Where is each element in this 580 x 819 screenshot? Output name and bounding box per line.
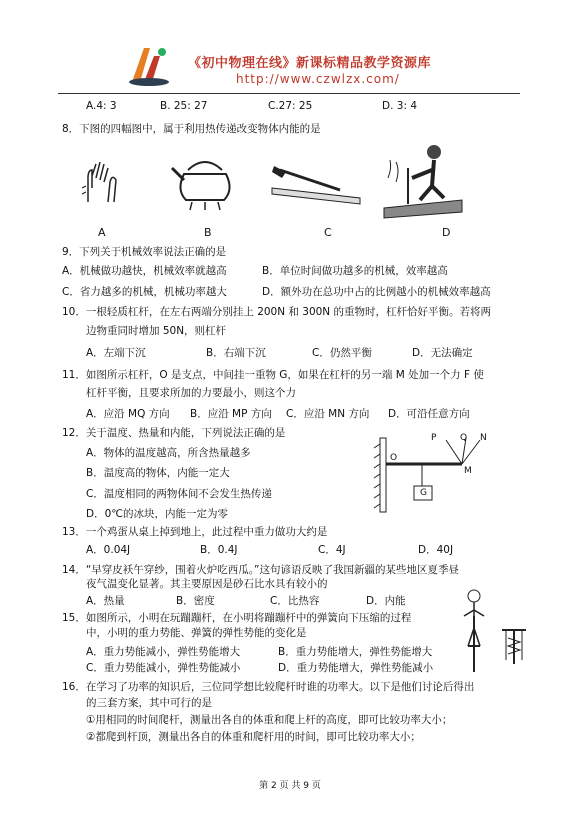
q7-option-c: C.27: 25 — [268, 100, 313, 112]
page-header — [0, 0, 580, 96]
q14-stem-2: 夜气温变化显著。其主要原因是砂石比水具有较小的 — [86, 578, 328, 590]
rubbing-hands-icon — [78, 158, 126, 208]
banner-url[interactable]: http://www.czwlzx.com/ — [236, 72, 400, 86]
q9-stem: 9．下列关于机械效率说法正确的是 — [62, 246, 227, 258]
q15-option-b: B．重力势能增大，弹性势能增大 — [278, 646, 433, 658]
q14-option-d: D．内能 — [366, 595, 406, 607]
lever-label-p: P — [431, 433, 437, 443]
q12-option-c: C．温度相同的两物体间不会发生热传递 — [86, 488, 272, 500]
q10-option-c: C．仍然平衡 — [312, 347, 372, 359]
q8-label-c: C — [324, 226, 332, 239]
q12-option-a: A．物体的温度越高，所含热量越多 — [86, 447, 251, 459]
q14-option-a: A．热量 — [86, 595, 125, 607]
q9-option-d: D．额外功在总功中占的比例越小的机械效率越高 — [262, 286, 491, 298]
pogo-stick-child-icon — [460, 588, 490, 674]
q16-stem-2: 的三套方案，其中可行的是 — [86, 697, 212, 709]
q10-option-b: B．右端下沉 — [206, 347, 266, 359]
q8-label-d: D — [442, 226, 451, 239]
q9-option-c: C．省力越多的机械，机械功率越大 — [62, 286, 227, 298]
q13-option-d: D．40J — [418, 544, 454, 556]
q11-option-b: B．应沿 MP 方向 — [190, 408, 272, 420]
lever-label-q: Q — [460, 433, 468, 443]
q9-option-b: B．单位时间做功越多的机械，效率越高 — [262, 265, 448, 277]
q8-label-a: A — [98, 226, 106, 239]
q13-option-a: A．0.04J — [86, 544, 131, 556]
saw-wood-icon — [270, 164, 362, 208]
q10-stem-2: 边物重同时增加 50N，则杠杆 — [86, 325, 227, 337]
kettle-icon — [170, 150, 240, 212]
q10-stem-1: 10．一根轻质杠杆，在左右两端分别挂上 200N 和 300N 的重物时，杠杆恰好平衡。若将两 — [62, 306, 492, 318]
lever-label-g: G — [420, 488, 427, 498]
header-divider — [58, 93, 520, 94]
q8-label-b: B — [204, 226, 212, 239]
q7-option-b: B. 25: 27 — [160, 100, 208, 112]
q9-option-a: A．机械做功越快，机械效率就越高 — [62, 265, 227, 277]
q13-option-b: B．0.4J — [200, 544, 238, 556]
q8-stem: 8．下图的四幅图中，属于利用热传递改变物体内能的是 — [62, 123, 321, 135]
lever-label-n: N — [480, 433, 487, 443]
q14-stem-1: 14．“早穿皮袄午穿纱，围着火炉吃西瓜。”这句谚语反映了我国新疆的某些地区夏季昼 — [62, 564, 459, 576]
lever-label-o: O — [390, 453, 398, 463]
q10-option-a: A．左端下沉 — [86, 347, 146, 359]
site-logo-icon — [126, 42, 172, 88]
q11-option-c: C．应沿 MN 方向 — [286, 408, 370, 420]
q13-stem: 13．一个鸡蛋从桌上掉到地上，此过程中重力做功大约是 — [62, 526, 328, 538]
q16-plan-1: ①用相同的时间爬杆，测量出各自的体重和爬上杆的高度，即可比较功率大小； — [86, 714, 453, 726]
q15-stem-2: 中，小明的重力势能、弹簧的弹性势能的变化是 — [86, 627, 307, 639]
q15-option-c: C．重力势能减小，弹性势能减小 — [86, 662, 241, 674]
q11-option-d: D．可沿任意方向 — [388, 408, 470, 420]
q13-option-c: C．4J — [318, 544, 346, 556]
q15-stem-1: 15．如图所示，小明在玩蹦蹦杆，在小明将蹦蹦杆中的弹簧向下压缩的过程 — [62, 612, 412, 624]
q16-stem-1: 16．在学习了功率的知识后，三位同学想比较爬杆时谁的功率大。以下是他们讨论后得出 — [62, 681, 475, 693]
q11-stem-1: 11．如图所示杠杆，O 是支点，中间挂一重物 G，如果在杠杆的另一端 M 处加一个力 F 使 — [62, 369, 484, 381]
q15-option-d: D．重力势能增大，弹性势能减小 — [278, 662, 434, 674]
q12-option-d: D．0℃的冰块，内能一定为零 — [86, 508, 229, 520]
q15-option-a: A．重力势能减小，弹性势能增大 — [86, 646, 241, 658]
pogo-spring-icon — [496, 624, 532, 664]
q14-option-c: C．比热容 — [270, 595, 320, 607]
q12-stem: 12．关于温度、热量和内能，下列说法正确的是 — [62, 427, 286, 439]
q10-option-d: D．无法确定 — [412, 347, 473, 359]
q11-option-a: A．应沿 MQ 方向 — [86, 408, 170, 420]
q11-stem-2: 杠杆平衡，且要求所加的力要最小，则这个力 — [86, 387, 296, 399]
q12-option-b: B．温度高的物体，内能一定大 — [86, 467, 230, 479]
q7-option-a: A.4: 3 — [86, 100, 117, 112]
banner-title: 《初中物理在线》新课标精品教学资源库 — [188, 56, 432, 71]
page-footer: 第 2 页 共 9 页 — [259, 781, 321, 791]
lever-label-m: M — [464, 466, 472, 476]
person-drilling-fire-icon — [378, 138, 466, 220]
q7-option-d: D. 3: 4 — [382, 100, 417, 112]
q16-plan-2: ②都爬到杆顶，测量出各自的体重和爬杆用的时间，即可比较功率大小； — [86, 731, 421, 743]
q14-option-b: B．密度 — [176, 595, 215, 607]
